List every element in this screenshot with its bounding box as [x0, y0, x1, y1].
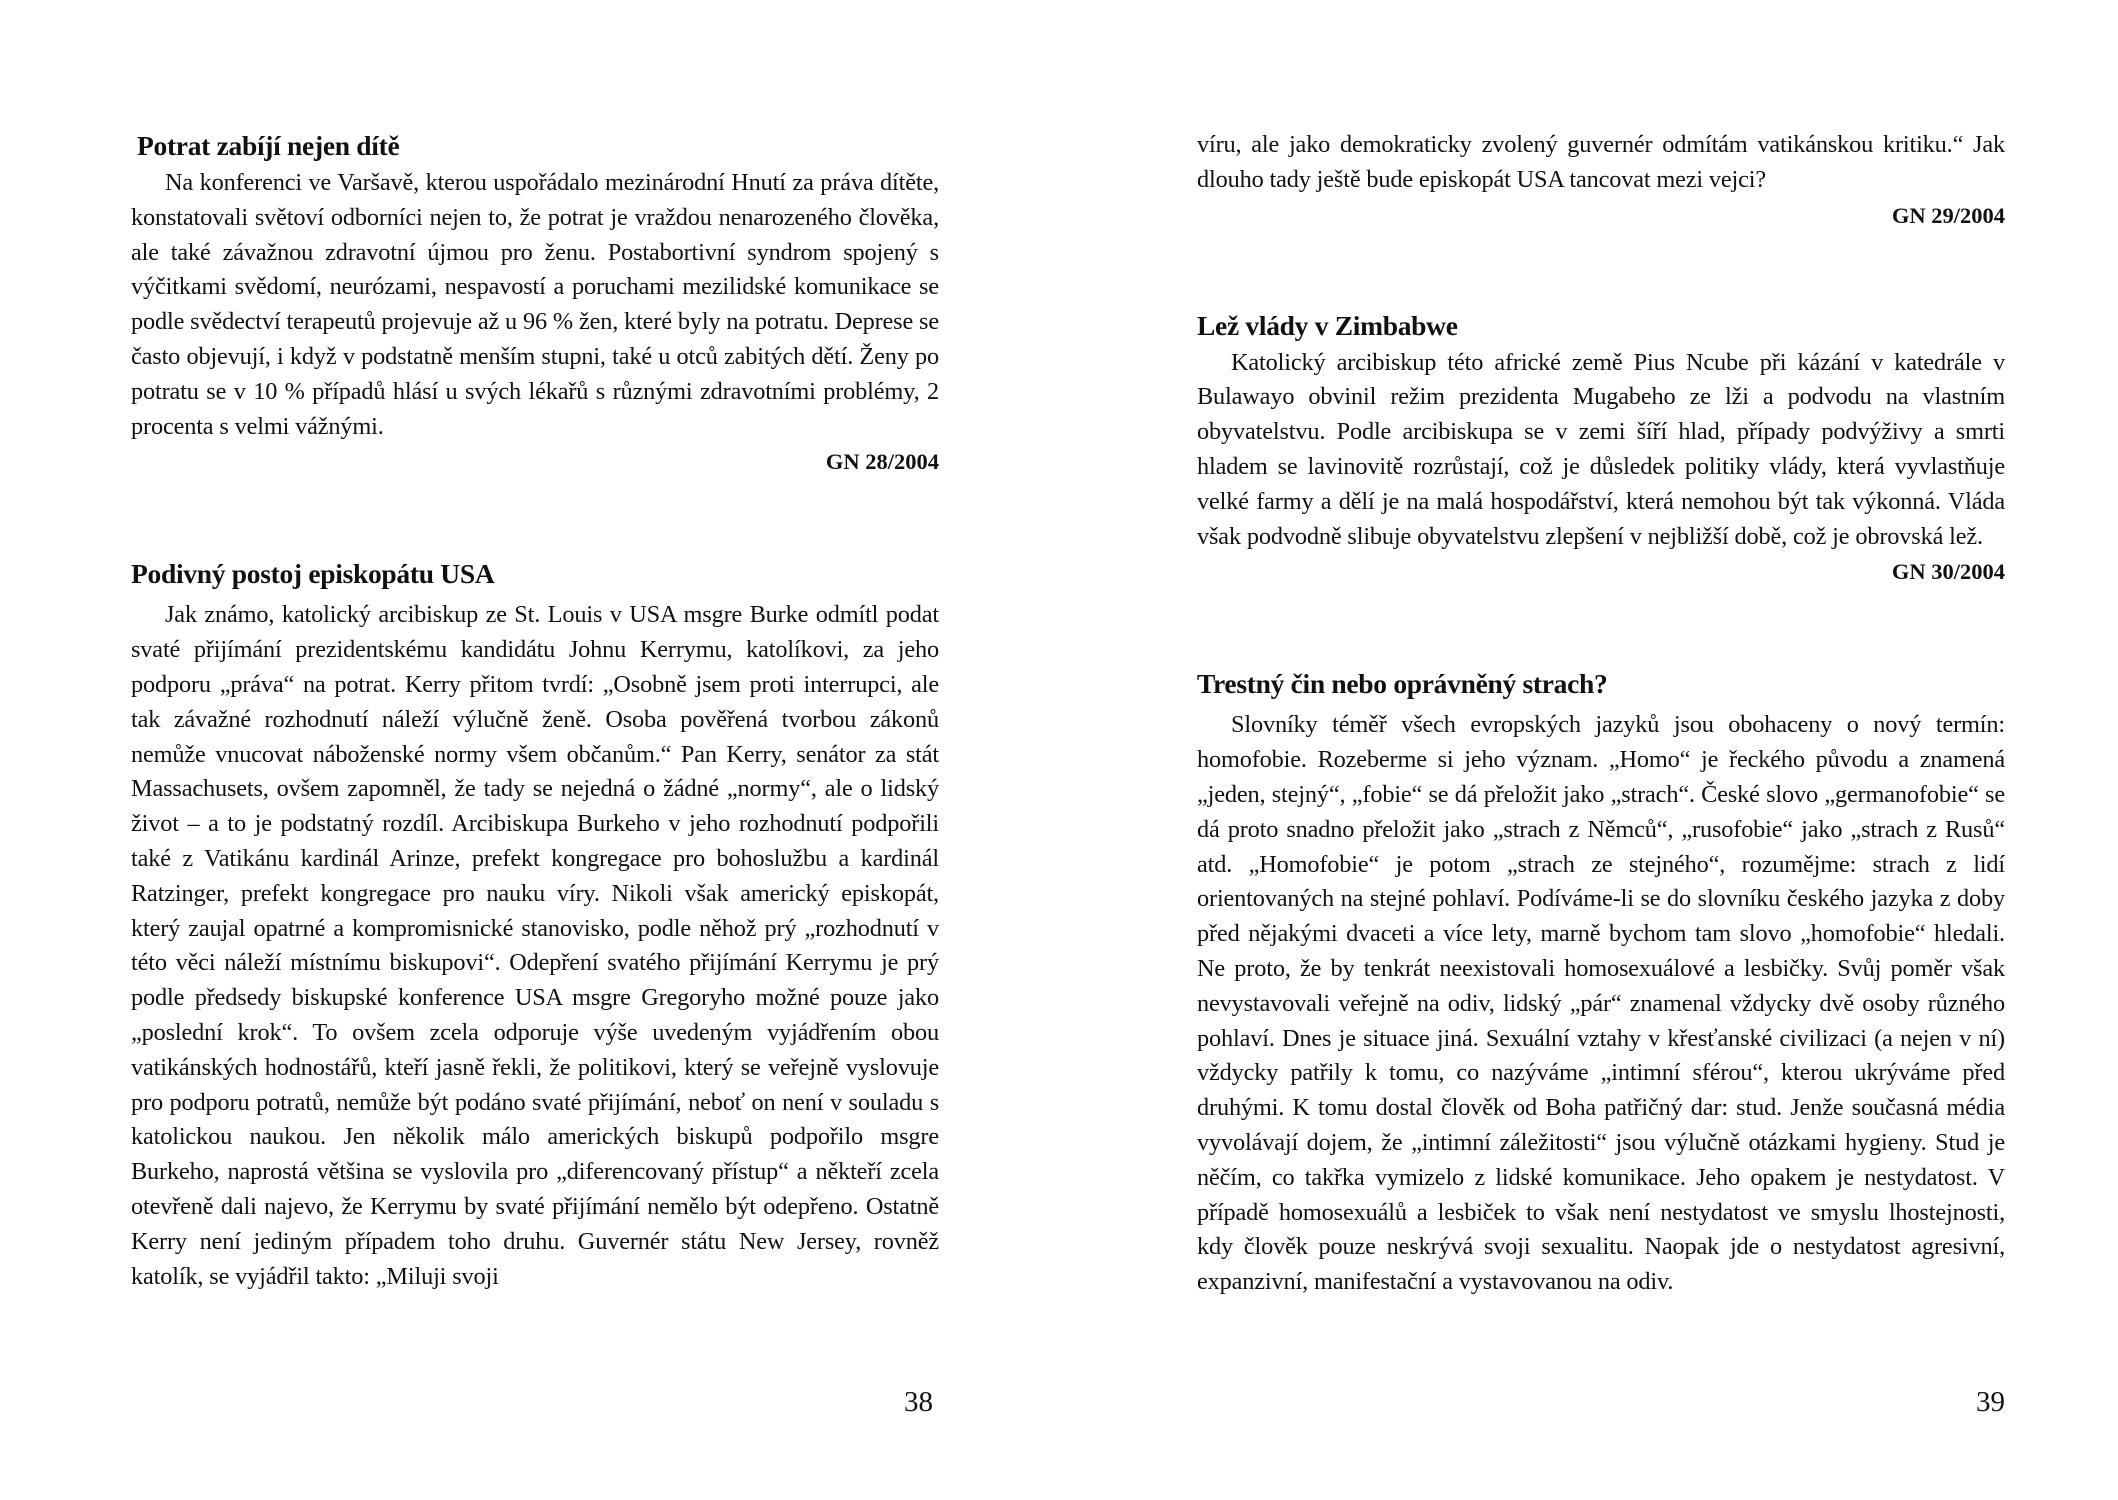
article-continuation — [1197, 128, 2005, 232]
article-homofobie — [1197, 666, 2005, 1300]
article-body: Jak známo, katolický arcibiskup ze St. Louis v USA msgre Burke odmítl podat svaté přijímání prezidentskému kandidátu Johnu Kerrymu, katolíkovi, za jeho podporu „práva“ na potrat. Kerry přitom tvrdí: „Osobně jsem proti interrupci, ale tak závažné rozhodnutí náleží výlučně ženě. Osoba pověřená tvorbou zákonů nemůže vnucovat náboženské normy všem občanům.“ Pan Kerry, senátor za stát Massachusets, ovšem zapomněl, že tady se nejedná o žádné „normy“, ale o lidský život – a to je podstatný rozdíl. Arcibiskupa Burkeho v jeho rozhodnutí podpořili také z Vatikánu kardinál Arinze, prefekt kongregace pro bohoslužbu a kardinál Ratzinger, prefekt kongregace pro nauku víry. Nikoli však americký episkopát, který zaujal opatrné a kompromisnické stanovisko, podle něhož prý „rozhodnutí v této věci náleží místnímu biskupovi“. Odepření svatého přijímání Kerrymu je prý podle předsedy biskupské konference USA msgre Gregoryho možné pouze jako „poslední krok“. To ovšem zcela odporuje výše uvedeným vyjádřením obou vatikánských hodnostářů, kteří jasně řekli, že politikovi, který se veřejně vyslovuje pro podporu potratů, nemůže být podáno svaté přijímání, neboť on není v souladu s katolickou naukou. Jen několik málo amerických biskupů podpořilo msgre Burkeho, naprostá většina se vyslovila pro „diferencovaný přístup“ a někteří zcela otevřeně dali najevo, že Kerrymu by svaté přijímání nemělo být odepřeno. Ostatně Kerry není jediným případem toho druhu. Guvernér státu New Jersey, rovněž katolík, se vyjádřil takto: „Miluji svoji — [131, 601, 939, 1290]
article-title: Podivný postoj episkopátu USA — [131, 558, 495, 590]
article-source: GN 30/2004 — [1891, 559, 2005, 585]
article-title: Potrat zabíjí nejen dítě — [137, 130, 400, 161]
page-left — [131, 128, 939, 1294]
page-right — [1197, 128, 2005, 1300]
page-number: 39 — [1976, 1386, 2005, 1418]
page-number: 38 — [904, 1386, 933, 1418]
article-body: Katolický arcibiskup této africké země Pius Ncube při kázání v katedrále v Bulawayo obvinil režim prezidenta Mugabeho ze lži a podvodu na vlastním obyvatelstvu. Podle arcibiskupa se v zemi šíří hlad, případy podvýživy a smrti hladem se lavinovitě rozrůstají, což je důsledek politiky vlády, která vyvlastňuje velké farmy a dělí je na malá hospodářství, která nemohou být tak výkonná. Vláda však podvodně slibuje obyvatelstvu zlepšení v nejbližší době, což je obrovská lež. — [1197, 348, 2005, 550]
article-potrat — [131, 128, 939, 478]
article-source: GN 29/2004 — [1891, 202, 2005, 228]
article-body: Slovníky téměř všech evropských jazyků jsou obohaceny o nový termín: homofobie. Rozeberme si jeho význam. „Homo“ je řeckého původu a znamená „jeden, stejný“, „fobie“ se dá přeložit jako „strach“. České slovo „germanofobie“ se dá proto snadno přeložit jako „strach z Němců“, „rusofobie“ jako „strach z Rusů“ atd. „Homofobie“ je potom „strach ze stejného“, rozumějme: strach z lidí orientovaných na stejné pohlaví. Podíváme-li se do slovníku českého jazyka z doby před nějakými dvaceti a více lety, marně bychom tam slovo „homofobie“ hledali. Ne proto, že by tenkrát neexistovali homosexuálové a lesbičky. Svůj poměr však nevystavovali veřejně na odiv, lidský „pár“ znamenal vždycky dvě osoby různého pohlaví. Dnes je situace jiná. Sexuální vztahy v křesťanské civilizaci (a nejen v ní) vždycky patřily k tomu, co nazýváme „intimní sférou“, kterou ukrýváme před druhými. K tomu dostal člověk od Boha patřičný dar: stud. Jenže současná média vyvolávají dojem, že „intimní záležitosti“ jsou výlučně otázkami hygieny. Stud je něčím, co takřka vymizelo z lidské komunikace. Jeho opakem je nestydatost. V případě homosexuálů a lesbiček to však není nestydatost ve smyslu lhostejnosti, kdy člověk pouze neskrývá svoji sexualitu. Naopak jde o nestydatost agresivní, expanzivní, manifestační a vystavovanou na odiv. — [1197, 711, 2005, 1296]
article-title: Lež vlády v Zimbabwe — [1197, 309, 1458, 341]
article-title: Trestný čin nebo oprávněný strach? — [1197, 668, 1608, 700]
article-episkopat — [131, 556, 939, 1294]
article-body: víru, ale jako demokraticky zvolený guvernér odmítám vatikánskou kritiku.“ Jak dlouho tady ještě bude episkopát USA tancovat mezi vejci? — [1197, 131, 2005, 193]
article-body: Na konferenci ve Varšavě, kterou uspořádalo mezinárodní Hnutí za práva dítěte, konstatovali světoví odborníci nejen to, že potrat je vraždou nenarozeného člověka, ale také závažnou zdravotní újmou pro ženu. Postabortivní syndrom spojený s výčitkami svědomí, neurózami, nespavostí a poruchami mezilidské komunikace se podle svědectví terapeutů projevuje až u 96 % žen, které byly na potratu. Deprese se často objevují, i když v podstatně menším stupni, také u otců zabitých dětí. Ženy po potratu se v 10 % případů hlásí u svých lékařů s různými zdravotními problémy, 2 procenta s velmi vážnými. — [131, 169, 939, 440]
article-source: GN 28/2004 — [825, 449, 939, 475]
article-zimbabwe — [1197, 308, 2005, 589]
